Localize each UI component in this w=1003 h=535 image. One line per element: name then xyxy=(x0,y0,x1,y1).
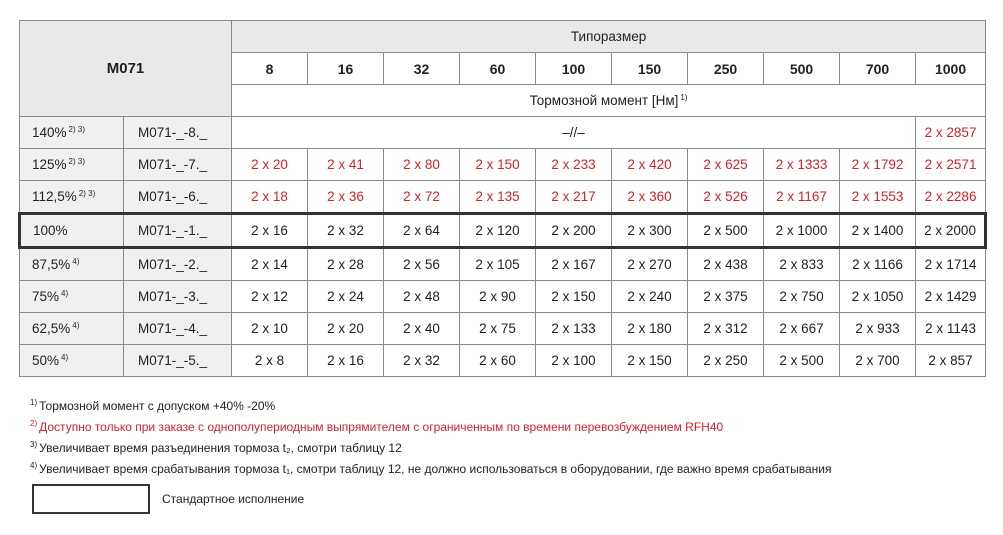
footnote-1 xyxy=(30,394,832,415)
order-code-cell: M071-_-6._ xyxy=(124,181,232,214)
torque-value: 2 x 180 xyxy=(612,313,688,345)
torque-value: 2 x 80 xyxy=(384,149,460,181)
percent-value: 87,5% xyxy=(32,257,71,272)
torque-value: 2 x 300 xyxy=(612,214,688,248)
percent-cell xyxy=(20,345,124,377)
torque-value: 2 x 100 xyxy=(536,345,612,377)
table-row xyxy=(20,117,986,149)
footnote-4 xyxy=(30,457,832,478)
size-150: 150 xyxy=(612,53,688,85)
size-500: 500 xyxy=(764,53,840,85)
torque-value: 2 x 312 xyxy=(688,313,764,345)
percent-cell xyxy=(20,149,124,181)
percent-note: 4) xyxy=(72,257,80,266)
footnotes xyxy=(30,394,832,478)
torque-value: 2 x 60 xyxy=(460,345,536,377)
percent-cell xyxy=(20,313,124,345)
table-row xyxy=(20,149,986,181)
torque-value: 2 x 1167 xyxy=(764,181,840,214)
percent-value: 112,5% xyxy=(32,189,77,204)
order-code-cell: M071-_-4._ xyxy=(124,313,232,345)
torque-value: 2 x 24 xyxy=(308,281,384,313)
footnote-text: Тормозной момент с допуском +40% -20% xyxy=(39,399,276,413)
torque-value: 2 x 12 xyxy=(232,281,308,313)
standard-legend-box xyxy=(32,484,150,514)
torque-value: 2 x 120 xyxy=(460,214,536,248)
torque-value: 2 x 18 xyxy=(232,181,308,214)
torque-value: 2 x 32 xyxy=(384,345,460,377)
percent-cell xyxy=(20,281,124,313)
torque-value: 2 x 2000 xyxy=(916,214,986,248)
percent-note: 2) 3) xyxy=(68,157,85,166)
torque-value: 2 x 16 xyxy=(308,345,384,377)
footnote-3 xyxy=(30,436,832,457)
percent-note: 4) xyxy=(61,353,69,362)
torque-value: 2 x 1000 xyxy=(764,214,840,248)
table-row xyxy=(20,248,986,281)
percent-value: 140% xyxy=(32,125,67,140)
torque-value: 2 x 1143 xyxy=(916,313,986,345)
percent-note: 4) xyxy=(72,321,80,330)
torque-value: 2 x 1553 xyxy=(840,181,916,214)
torque-table-wrapper xyxy=(18,20,987,377)
model-cell: M071 xyxy=(20,21,232,117)
size-100: 100 xyxy=(536,53,612,85)
size-16: 16 xyxy=(308,53,384,85)
torque-value: 2 x 75 xyxy=(460,313,536,345)
torque-value: 2 x 500 xyxy=(764,345,840,377)
torque-value: 2 x 64 xyxy=(384,214,460,248)
footnote-text: Увеличивает время срабатывания тормоза t₁, смотри таблицу 12, не должно использоваться в оборудовании, где важно время срабатывания xyxy=(39,462,832,476)
torque-value: 2 x 1050 xyxy=(840,281,916,313)
torque-value: 2 x 135 xyxy=(460,181,536,214)
torque-value: 2 x 1792 xyxy=(840,149,916,181)
percent-cell xyxy=(20,181,124,214)
footnote-2 xyxy=(30,415,832,436)
torque-value: 2 x 420 xyxy=(612,149,688,181)
footnote-number: 2) xyxy=(30,419,38,428)
footnote-text: Доступно только при заказе с однополупериодным выпрямителем с ограниченным по времени перевозбуждением RFH40 xyxy=(39,420,724,434)
size-700: 700 xyxy=(840,53,916,85)
torque-value: 2 x 14 xyxy=(232,248,308,281)
torque-value: 2 x 28 xyxy=(308,248,384,281)
size-1000: 1000 xyxy=(916,53,986,85)
torque-value: 2 x 40 xyxy=(384,313,460,345)
brake-torque-table xyxy=(18,20,987,377)
legend xyxy=(32,484,304,514)
torque-value: 2 x 250 xyxy=(688,345,764,377)
order-code-cell: M071-_-5._ xyxy=(124,345,232,377)
torque-value: 2 x 20 xyxy=(308,313,384,345)
order-code-cell: M071-_-1._ xyxy=(124,214,232,248)
percent-cell xyxy=(20,248,124,281)
torque-value: 2 x 56 xyxy=(384,248,460,281)
torque-value: 2 x 500 xyxy=(688,214,764,248)
percent-cell xyxy=(20,117,124,149)
order-code-cell: M071-_-2._ xyxy=(124,248,232,281)
torque-value: 2 x 48 xyxy=(384,281,460,313)
size-32: 32 xyxy=(384,53,460,85)
torque-value: 2 x 270 xyxy=(612,248,688,281)
order-code-cell: M071-_-7._ xyxy=(124,149,232,181)
footnote-number: 1) xyxy=(30,398,38,407)
table-row xyxy=(20,181,986,214)
torque-value: 2 x 2571 xyxy=(916,149,986,181)
torque-value: 2 x 150 xyxy=(612,345,688,377)
percent-value: 100% xyxy=(33,223,68,238)
torque-value: 2 x 526 xyxy=(688,181,764,214)
percent-note: 2) 3) xyxy=(78,189,96,198)
size-60: 60 xyxy=(460,53,536,85)
percent-note: 2) 3) xyxy=(68,125,85,134)
table-row xyxy=(20,281,986,313)
torque-value: 2 x 90 xyxy=(460,281,536,313)
order-code-cell: M071-_-8._ xyxy=(124,117,232,149)
torque-value: 2 x 72 xyxy=(384,181,460,214)
size-250: 250 xyxy=(688,53,764,85)
torque-value: 2 x 857 xyxy=(916,345,986,377)
footnote-number: 3) xyxy=(30,440,38,449)
torque-value: 2 x 233 xyxy=(536,149,612,181)
torque-value: 2 x 2857 xyxy=(916,117,986,149)
standard-legend-label: Стандартное исполнение xyxy=(162,492,305,506)
torque-value: 2 x 16 xyxy=(232,214,308,248)
torque-value: 2 x 240 xyxy=(612,281,688,313)
torque-value: 2 x 667 xyxy=(764,313,840,345)
percent-note: 4) xyxy=(61,289,69,298)
torque-value: 2 x 1400 xyxy=(840,214,916,248)
torque-label-cell xyxy=(232,85,986,117)
size-8: 8 xyxy=(232,53,308,85)
table-row xyxy=(20,345,986,377)
torque-value: 2 x 217 xyxy=(536,181,612,214)
torque-value: 2 x 133 xyxy=(536,313,612,345)
percent-value: 50% xyxy=(32,353,60,368)
torque-value: 2 x 833 xyxy=(764,248,840,281)
size-header: Типоразмер xyxy=(232,21,986,53)
percent-value: 75% xyxy=(32,289,60,304)
torque-value: 2 x 150 xyxy=(536,281,612,313)
percent-value: 62,5% xyxy=(32,321,71,336)
not-available-cell: –//– xyxy=(232,117,916,149)
torque-value: 2 x 1333 xyxy=(764,149,840,181)
torque-value: 2 x 20 xyxy=(232,149,308,181)
torque-value: 2 x 2286 xyxy=(916,181,986,214)
torque-value: 2 x 8 xyxy=(232,345,308,377)
torque-value: 2 x 41 xyxy=(308,149,384,181)
percent-cell xyxy=(20,214,124,248)
torque-value: 2 x 700 xyxy=(840,345,916,377)
torque-value: 2 x 438 xyxy=(688,248,764,281)
torque-value: 2 x 375 xyxy=(688,281,764,313)
torque-value: 2 x 1166 xyxy=(840,248,916,281)
torque-value: 2 x 167 xyxy=(536,248,612,281)
torque-value: 2 x 750 xyxy=(764,281,840,313)
torque-value: 2 x 36 xyxy=(308,181,384,214)
torque-value: 2 x 933 xyxy=(840,313,916,345)
percent-value: 125% xyxy=(32,157,67,172)
torque-value: 2 x 1429 xyxy=(916,281,986,313)
torque-value: 2 x 625 xyxy=(688,149,764,181)
torque-label-note: 1) xyxy=(680,93,688,102)
torque-value: 2 x 105 xyxy=(460,248,536,281)
torque-value: 2 x 10 xyxy=(232,313,308,345)
table-row-standard xyxy=(20,214,986,248)
torque-value: 2 x 1714 xyxy=(916,248,986,281)
torque-label: Тормозной момент [Нм] xyxy=(529,93,679,108)
footnote-text: Увеличивает время разъединения тормоза t₂, смотри таблицу 12 xyxy=(39,441,402,455)
order-code-cell: M071-_-3._ xyxy=(124,281,232,313)
torque-value: 2 x 150 xyxy=(460,149,536,181)
footnote-number: 4) xyxy=(30,461,38,470)
torque-value: 2 x 360 xyxy=(612,181,688,214)
torque-value: 2 x 32 xyxy=(308,214,384,248)
table-row xyxy=(20,313,986,345)
torque-value: 2 x 200 xyxy=(536,214,612,248)
